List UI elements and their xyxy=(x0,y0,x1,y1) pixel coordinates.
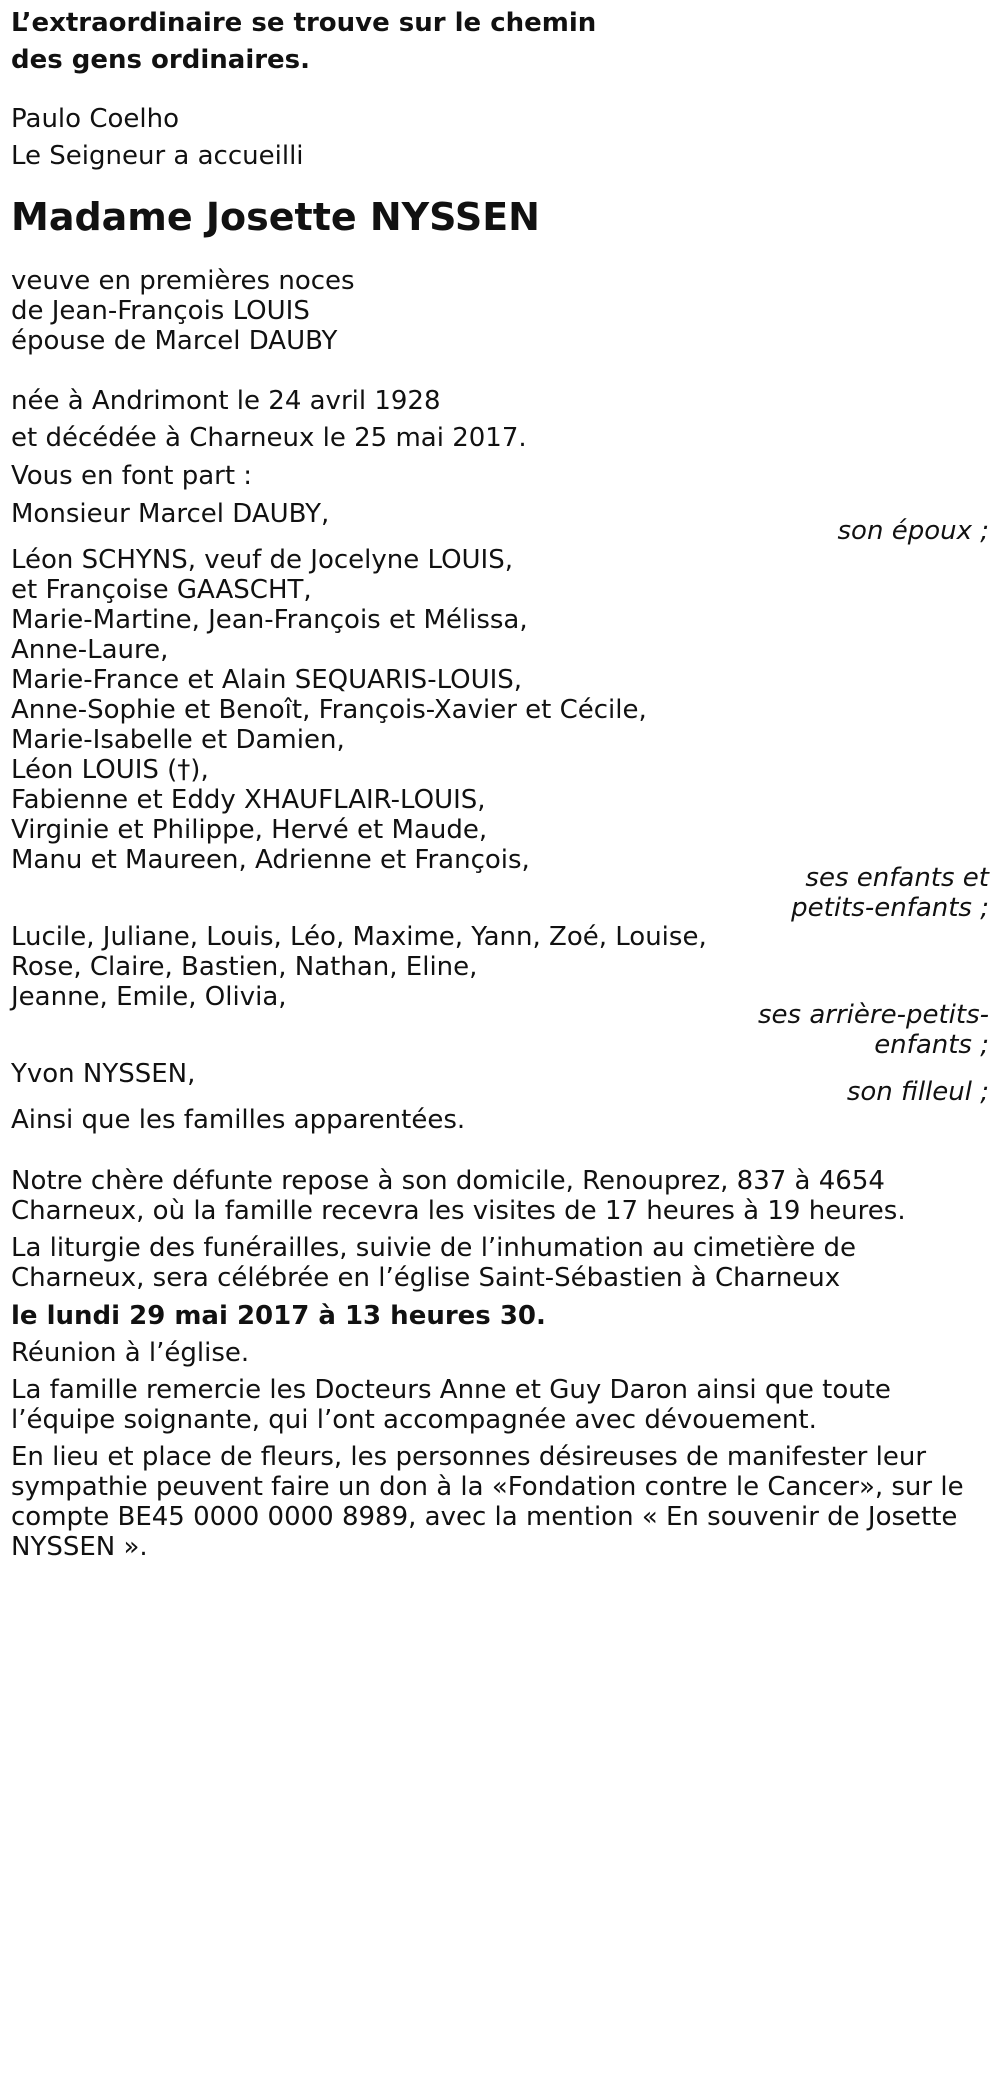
children-relation: ses enfants et xyxy=(805,863,989,893)
status-line: veuve en premières noces xyxy=(11,266,355,296)
quote-line-1: L’extraordinaire se trouve sur le chemin xyxy=(11,8,597,38)
flowers-text: compte BE45 0000 0000 8989, avec la mention « En souvenir de Josette xyxy=(11,1502,958,1532)
children-line: Marie-Martine, Jean-François et Mélissa, xyxy=(11,605,528,635)
flowers-text: En lieu et place de fleurs, les personnes désireuses de manifester leur xyxy=(11,1442,927,1472)
announcement: Vous en font part : xyxy=(11,461,253,491)
rest-text: Charneux, où la famille recevra les visites de 17 heures à 19 heures. xyxy=(11,1196,906,1226)
flowers-text: NYSSEN ». xyxy=(11,1532,148,1562)
children-line: Anne-Sophie et Benoît, François-Xavier et Cécile, xyxy=(11,695,647,725)
great-grandchildren-line: Jeanne, Emile, Olivia, xyxy=(11,982,287,1012)
children-line: et Françoise GAASCHT, xyxy=(11,575,312,605)
great-grandchildren-relation: enfants ; xyxy=(874,1030,989,1060)
children-line: Marie-France et Alain SEQUARIS-LOUIS, xyxy=(11,665,523,695)
status-line: de Jean-François LOUIS xyxy=(11,296,310,326)
children-line: Manu et Maureen, Adrienne et François, xyxy=(11,845,530,875)
spouse-name: Monsieur Marcel DAUBY, xyxy=(11,499,330,529)
godson-name: Yvon NYSSEN, xyxy=(11,1059,196,1089)
deceased-name: Madame Josette NYSSEN xyxy=(11,195,540,239)
children-line: Léon LOUIS (†), xyxy=(11,755,209,785)
children-line: Anne-Laure, xyxy=(11,635,169,665)
thanks-text: La famille remercie les Docteurs Anne et Guy Daron ainsi que toute xyxy=(11,1375,891,1405)
status-line: épouse de Marcel DAUBY xyxy=(11,326,338,356)
godson-relation: son filleul ; xyxy=(846,1077,989,1107)
liturgy-text: Charneux, sera célébrée en l’église Saint-Sébastien à Charneux xyxy=(11,1263,841,1293)
liturgy-text: La liturgie des funérailles, suivie de l’inhumation au cimetière de xyxy=(11,1233,856,1263)
thanks-text: l’équipe soignante, qui l’ont accompagnée avec dévouement. xyxy=(11,1405,817,1435)
families-line: Ainsi que les familles apparentées. xyxy=(11,1105,466,1135)
birth-line: née à Andrimont le 24 avril 1928 xyxy=(11,386,441,416)
children-relation: petits-enfants ; xyxy=(791,893,989,923)
flowers-text: sympathie peuvent faire un don à la «Fondation contre le Cancer», sur le xyxy=(11,1472,964,1502)
great-grandchildren-line: Rose, Claire, Bastien, Nathan, Eline, xyxy=(11,952,478,982)
spouse-relation: son époux ; xyxy=(837,516,989,546)
children-line: Léon SCHYNS, veuf de Jocelyne LOUIS, xyxy=(11,545,513,575)
children-line: Virginie et Philippe, Hervé et Maude, xyxy=(11,815,488,845)
death-line: et décédée à Charneux le 25 mai 2017. xyxy=(11,423,527,453)
quote-author: Paulo Coelho xyxy=(11,104,179,134)
children-line: Fabienne et Eddy XHAUFLAIR-LOUIS, xyxy=(11,785,486,815)
meeting-line: Réunion à l’église. xyxy=(11,1338,250,1368)
children-line: Marie-Isabelle et Damien, xyxy=(11,725,345,755)
ceremony-date: le lundi 29 mai 2017 à 13 heures 30. xyxy=(11,1301,546,1331)
rest-text: Notre chère défunte repose à son domicile, Renouprez, 837 à 4654 xyxy=(11,1166,885,1196)
welcome-line: Le Seigneur a accueilli xyxy=(11,141,304,171)
quote-line-2: des gens ordinaires. xyxy=(11,45,311,75)
great-grandchildren-relation: ses arrière-petits- xyxy=(758,1000,989,1030)
great-grandchildren-line: Lucile, Juliane, Louis, Léo, Maxime, Yann, Zoé, Louise, xyxy=(11,922,707,952)
